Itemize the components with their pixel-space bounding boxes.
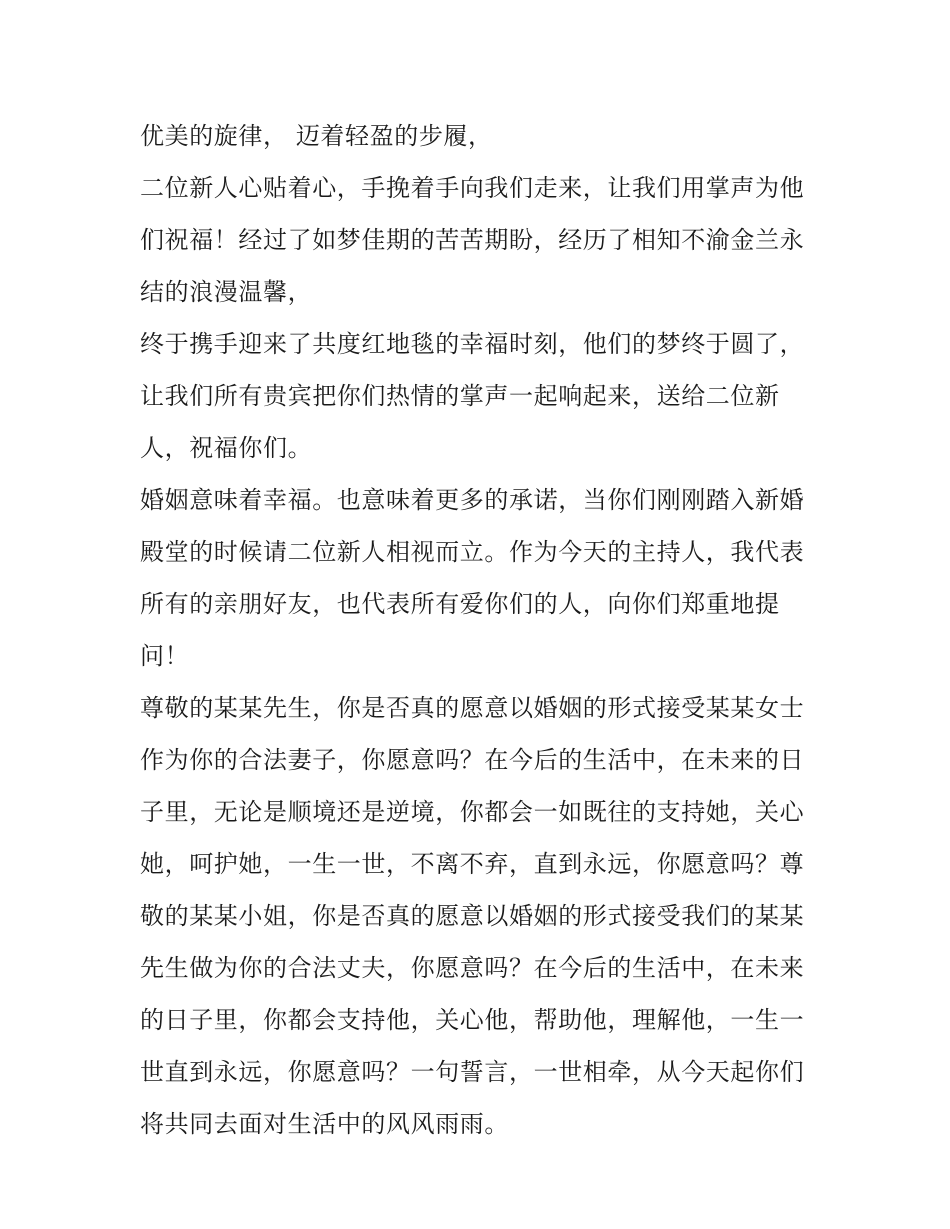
text-line: 敬的某某小姐，你是否真的愿意以婚姻的形式接受我们的某某	[140, 902, 805, 930]
text-line: 先生做为你的合法丈夫，你愿意吗？在今后的生活中，在未来	[140, 954, 805, 982]
text-line: 二位新人心贴着心，手挽着手向我们走来，让我们用掌声为他	[140, 174, 805, 202]
text-line: 终于携手迎来了共度红地毯的幸福时刻，他们的梦终于圆了，	[140, 330, 805, 358]
text-line: 所有的亲朋好友，也代表所有爱你们的人，向你们郑重地提	[140, 590, 780, 618]
document-body	[140, 110, 815, 1150]
text-line: 殿堂的时候请二位新人相视而立。作为今天的主持人，我代表	[140, 538, 805, 566]
text-line: 作为你的合法妻子，你愿意吗？在今后的生活中，在未来的日	[140, 746, 805, 774]
text-line: 世直到永远，你愿意吗？一句誓言，一世相牵，从今天起你们	[140, 1058, 805, 1086]
text-line: 让我们所有贵宾把你们热情的掌声一起响起来，送给二位新	[140, 382, 780, 410]
text-line: 人，祝福你们。	[140, 434, 313, 462]
text-line: 问！	[140, 642, 190, 670]
text-line: 将共同去面对生活中的风风雨雨。	[140, 1110, 509, 1138]
text-line: 优美的旋律， 迈着轻盈的步履，	[140, 122, 493, 150]
text-line: 们祝福！经过了如梦佳期的苦苦期盼，经历了相知不渝金兰永	[140, 226, 805, 254]
text-line: 的日子里，你都会支持他，关心他，帮助他，理解他，一生一	[140, 1006, 805, 1034]
text-line: 尊敬的某某先生，你是否真的愿意以婚姻的形式接受某某女士	[140, 694, 805, 722]
text-line: 婚姻意味着幸福。也意味着更多的承诺，当你们刚刚踏入新婚	[140, 486, 805, 514]
text-line: 结的浪漫温馨，	[140, 278, 313, 306]
text-line: 她，呵护她，一生一世，不离不弃，直到永远，你愿意吗？尊	[140, 850, 805, 878]
text-line: 子里，无论是顺境还是逆境，你都会一如既往的支持她，关心	[140, 798, 805, 826]
